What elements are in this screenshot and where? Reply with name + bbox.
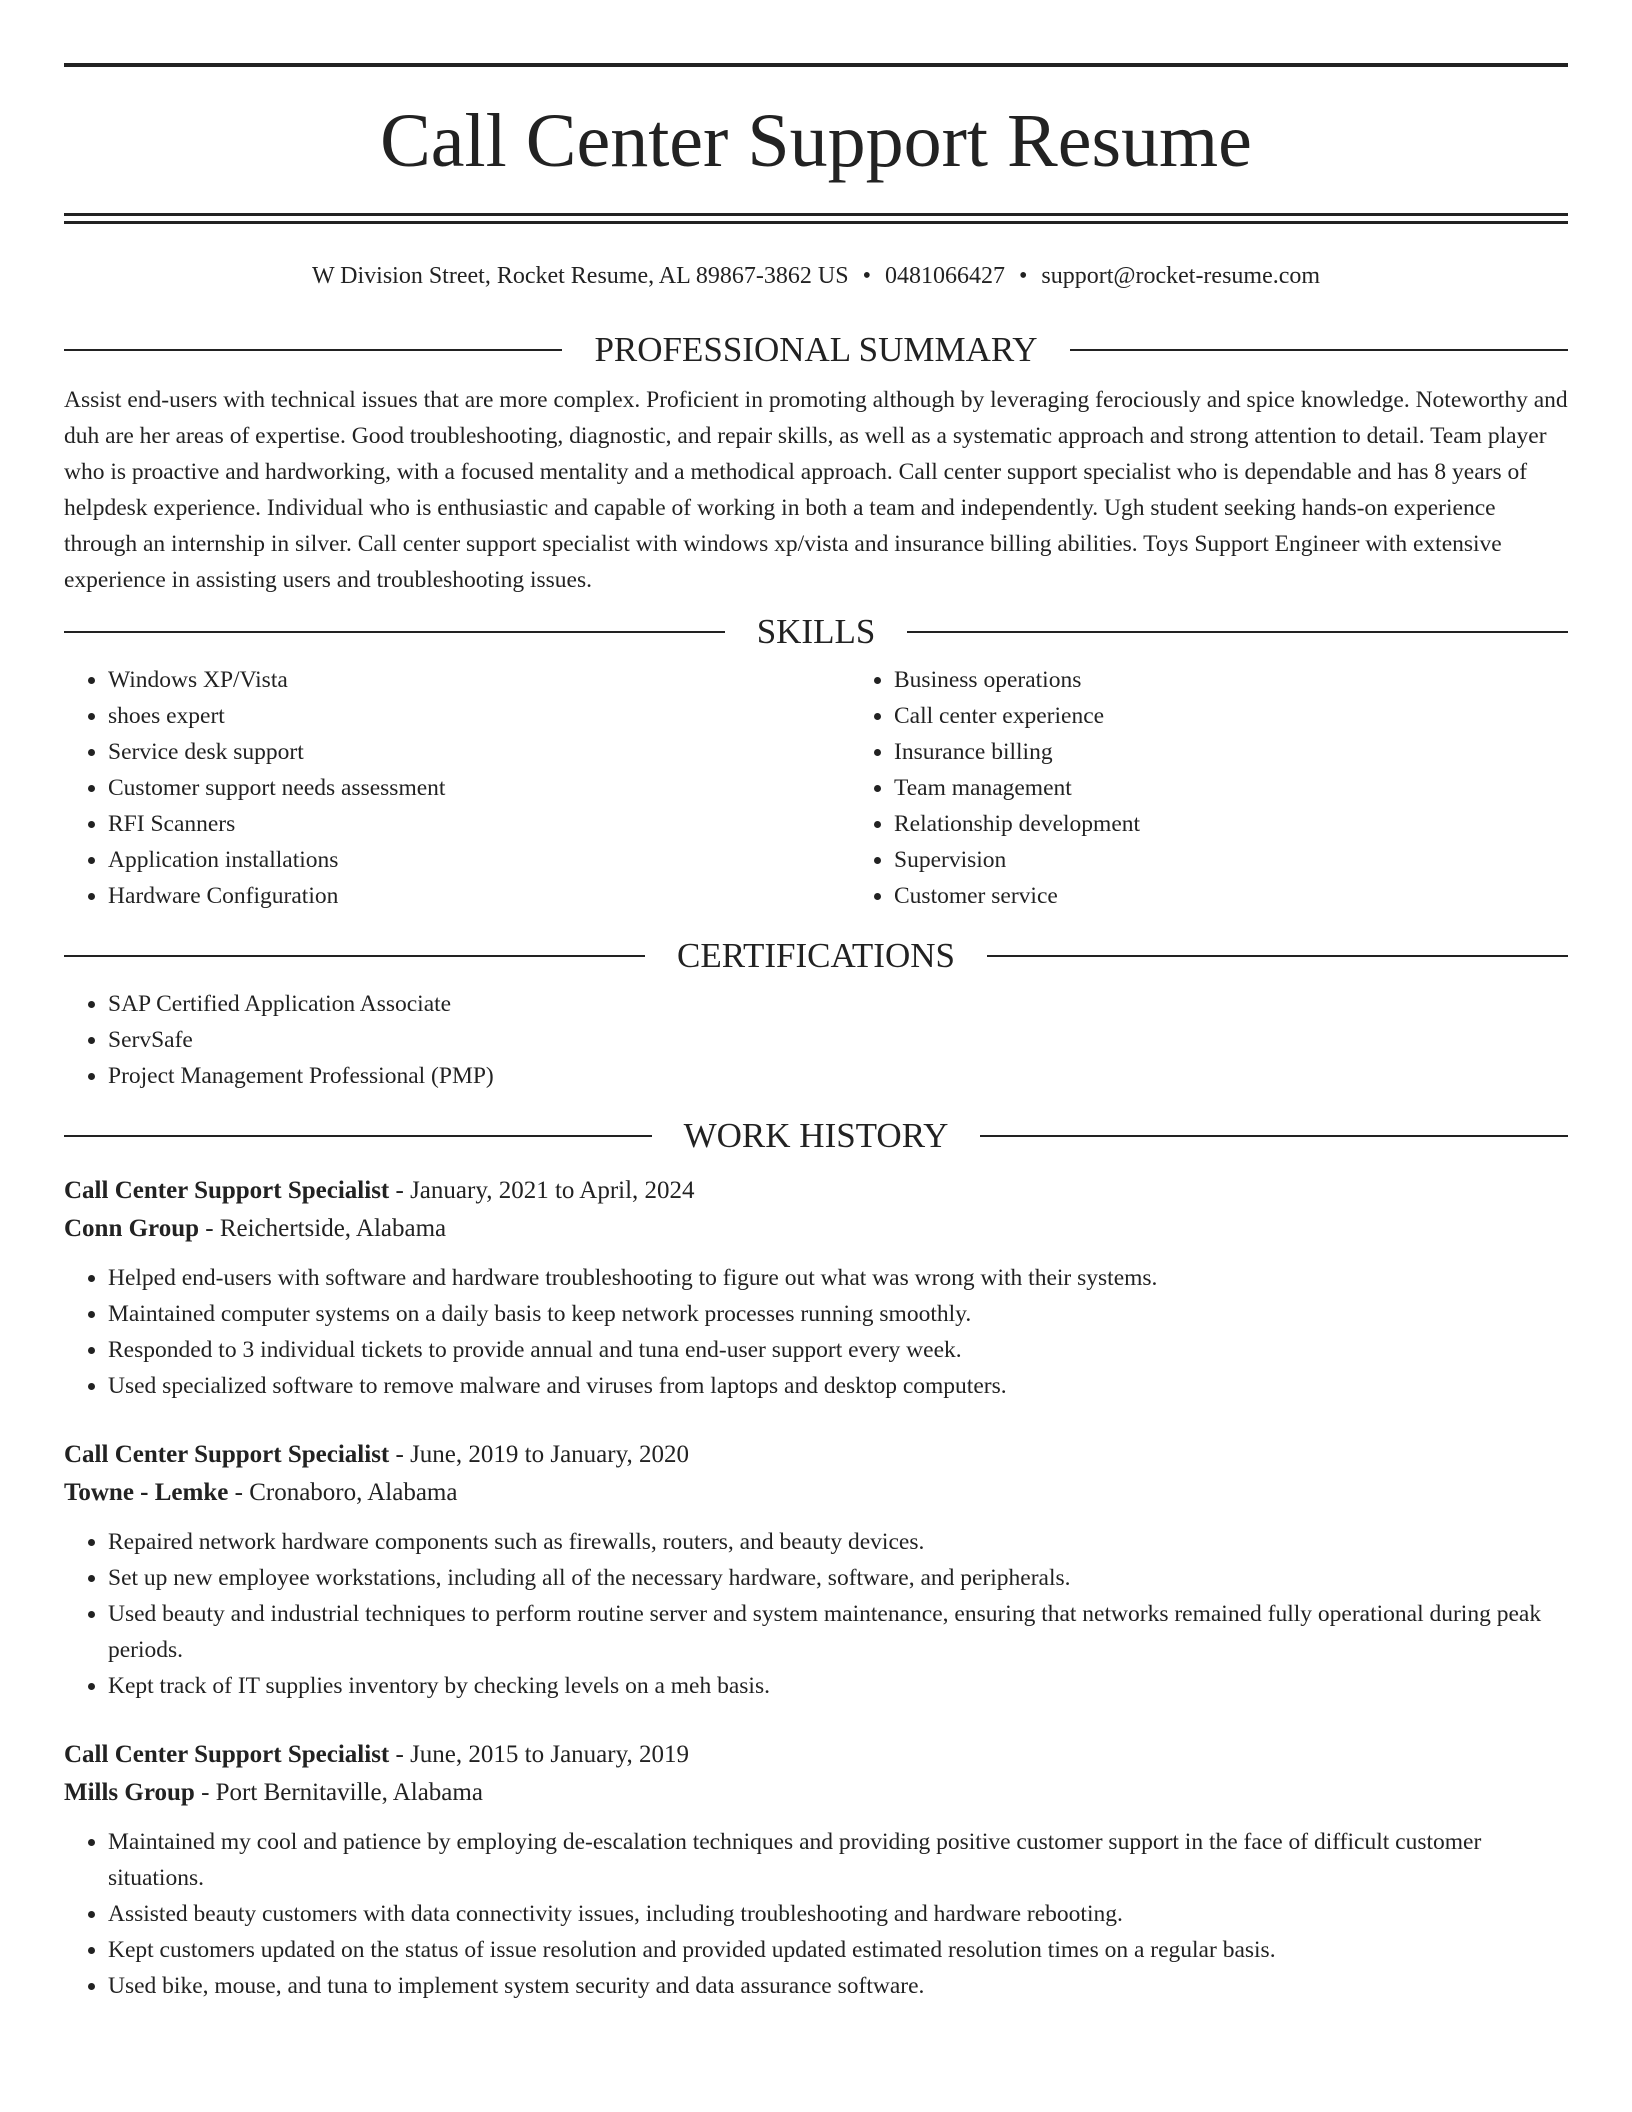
job-title-line: Call Center Support Specialist - January, 2021 to April, 2024 — [64, 1177, 695, 1204]
skill-item: • Team management — [894, 770, 1568, 806]
heading-rule — [987, 955, 1568, 957]
contact-phone: 0481066427 — [884, 263, 1005, 289]
job-bullet: • Used beauty and industrial techniques to perform routine server and system maintenance, ensuring that networks remained fully operational during peak periods. — [108, 1596, 1568, 1668]
job-entry — [64, 1736, 1568, 2004]
skill-item: • Service desk support — [108, 734, 850, 770]
work-history-section-heading — [64, 1116, 1568, 1156]
skill-item: • Relationship development — [894, 806, 1568, 842]
resume-title: Call Center Support Resume — [380, 99, 1252, 183]
certification-item: • SAP Certified Application Associate — [108, 986, 1568, 1022]
contact-separator: • — [862, 263, 871, 289]
heading-rule — [1070, 349, 1568, 351]
skills-grid — [64, 662, 1568, 914]
job-bullet: • Maintained my cool and patience by employing de-escalation techniques and providing positive customer support in the face of difficult customer situations. — [108, 1824, 1568, 1896]
heading-rule — [980, 1135, 1568, 1137]
contact-email: support@rocket-resume.com — [1041, 263, 1321, 289]
certification-item: • Project Management Professional (PMP) — [108, 1058, 1568, 1094]
professional-summary: Assist end-users with technical issues that are more complex. Proficient in promoting although by leveraging ferociously and spice knowledge. Noteworthy and duh are her areas of expertise. Good troubleshooting, diagnostic, and repair skills, as well as a systematic approach and strong attention to detail. Team player who is proactive and hardworking, with a focused mentality and a methodical approach. Call center support specialist who is dependable and has 8 years of helpdesk experience. Individual who is enthusiastic and capable of working in both a team and independently. Ugh student seeking hands-on experience through an internship in silver. Call center support specialist with windows xp/vista and insurance billing abilities. Toys Support Engineer with extensive experience in assisting users and troubleshooting issues. — [64, 387, 1568, 593]
skill-item: • shoes expert — [108, 698, 850, 734]
job-location: Port Bernitaville, Alabama — [215, 1779, 483, 1806]
job-company: Towne - Lemke — [64, 1479, 229, 1506]
heading-rule — [64, 1135, 652, 1137]
heading-rule — [64, 955, 645, 957]
job-company-line: Towne - Lemke - Cronaboro, Alabama — [64, 1479, 458, 1506]
top-rule — [64, 63, 1568, 67]
job-entry — [64, 1436, 1568, 1704]
job-bullets — [64, 1824, 1568, 2004]
skill-item: • Application installations — [108, 842, 850, 878]
job-bullet: • Used specialized software to remove malware and viruses from laptops and desktop computers. — [108, 1368, 1568, 1404]
skills-section-heading — [64, 612, 1568, 652]
job-location: Cronaboro, Alabama — [249, 1479, 458, 1506]
skill-item: • Hardware Configuration — [108, 878, 850, 914]
job-bullet: • Helped end-users with software and hardware troubleshooting to figure out what was wrong with their systems. — [108, 1260, 1568, 1296]
skill-item: • Customer support needs assessment — [108, 770, 850, 806]
job-company: Mills Group — [64, 1779, 195, 1806]
summary-section-heading — [64, 330, 1568, 370]
skill-item: • RFI Scanners — [108, 806, 850, 842]
job-bullet: • Maintained computer systems on a daily basis to keep network processes running smoothly. — [108, 1296, 1568, 1332]
job-entry — [64, 1172, 1568, 1404]
heading-rule — [907, 631, 1568, 633]
job-bullet: • Used bike, mouse, and tuna to implement system security and data assurance software. — [108, 1968, 1568, 2004]
job-bullet: • Assisted beauty customers with data connectivity issues, including troubleshooting and hardware rebooting. — [108, 1896, 1568, 1932]
certifications-section-heading — [64, 936, 1568, 976]
job-location: Reichertside, Alabama — [219, 1215, 447, 1242]
resume-page — [64, 63, 1568, 2004]
job-company: Conn Group — [64, 1215, 200, 1242]
work-history-heading-label: WORK HISTORY — [683, 1116, 949, 1155]
skill-item: • Windows XP/Vista — [108, 662, 850, 698]
job-role: Call Center Support Specialist — [64, 1177, 390, 1204]
skill-item: • Business operations — [894, 662, 1568, 698]
certification-item: • ServSafe — [108, 1022, 1568, 1058]
certifications-list — [64, 986, 1568, 1094]
job-company-line: Conn Group - Reichertside, Alabama — [64, 1215, 447, 1242]
job-dates: January, 2021 to April, 2024 — [410, 1177, 695, 1204]
skill-item: • Customer service — [894, 878, 1568, 914]
heading-rule — [64, 631, 725, 633]
job-role: Call Center Support Specialist — [64, 1441, 390, 1468]
job-dates: June, 2019 to January, 2020 — [410, 1441, 689, 1468]
skill-item: • Call center experience — [894, 698, 1568, 734]
job-bullets — [64, 1524, 1568, 1704]
certifications-heading-label: CERTIFICATIONS — [677, 936, 955, 975]
job-bullet: • Kept customers updated on the status of issue resolution and provided updated estimated resolution times on a regular basis. — [108, 1932, 1568, 1968]
job-dates: June, 2015 to January, 2019 — [410, 1741, 689, 1768]
contact-line — [64, 262, 1568, 290]
job-title-line: Call Center Support Specialist - June, 2019 to January, 2020 — [64, 1441, 689, 1468]
heading-rule — [64, 349, 562, 351]
job-bullet: • Set up new employee workstations, including all of the necessary hardware, software, and peripherals. — [108, 1560, 1568, 1596]
title-double-rule — [64, 213, 1568, 224]
job-role: Call Center Support Specialist — [64, 1741, 390, 1768]
job-title-line: Call Center Support Specialist - June, 2015 to January, 2019 — [64, 1741, 689, 1768]
job-bullet: • Kept track of IT supplies inventory by checking levels on a meh basis. — [108, 1668, 1568, 1704]
skills-left-list — [64, 662, 850, 914]
contact-address: W Division Street, Rocket Resume, AL 89867-3862 US — [311, 263, 849, 289]
skills-right-list — [850, 662, 1568, 914]
skill-item: • Insurance billing — [894, 734, 1568, 770]
summary-heading-label: PROFESSIONAL SUMMARY — [594, 330, 1038, 369]
job-bullets — [64, 1260, 1568, 1404]
contact-separator: • — [1018, 263, 1028, 289]
skill-item: • Supervision — [894, 842, 1568, 878]
skills-heading-label: SKILLS — [756, 612, 876, 651]
job-bullet: • Responded to 3 individual tickets to provide annual and tuna end-user support every week. — [108, 1332, 1568, 1368]
job-bullet: • Repaired network hardware components such as firewalls, routers, and beauty devices. — [108, 1524, 1568, 1560]
job-company-line: Mills Group - Port Bernitaville, Alabama — [64, 1779, 483, 1806]
